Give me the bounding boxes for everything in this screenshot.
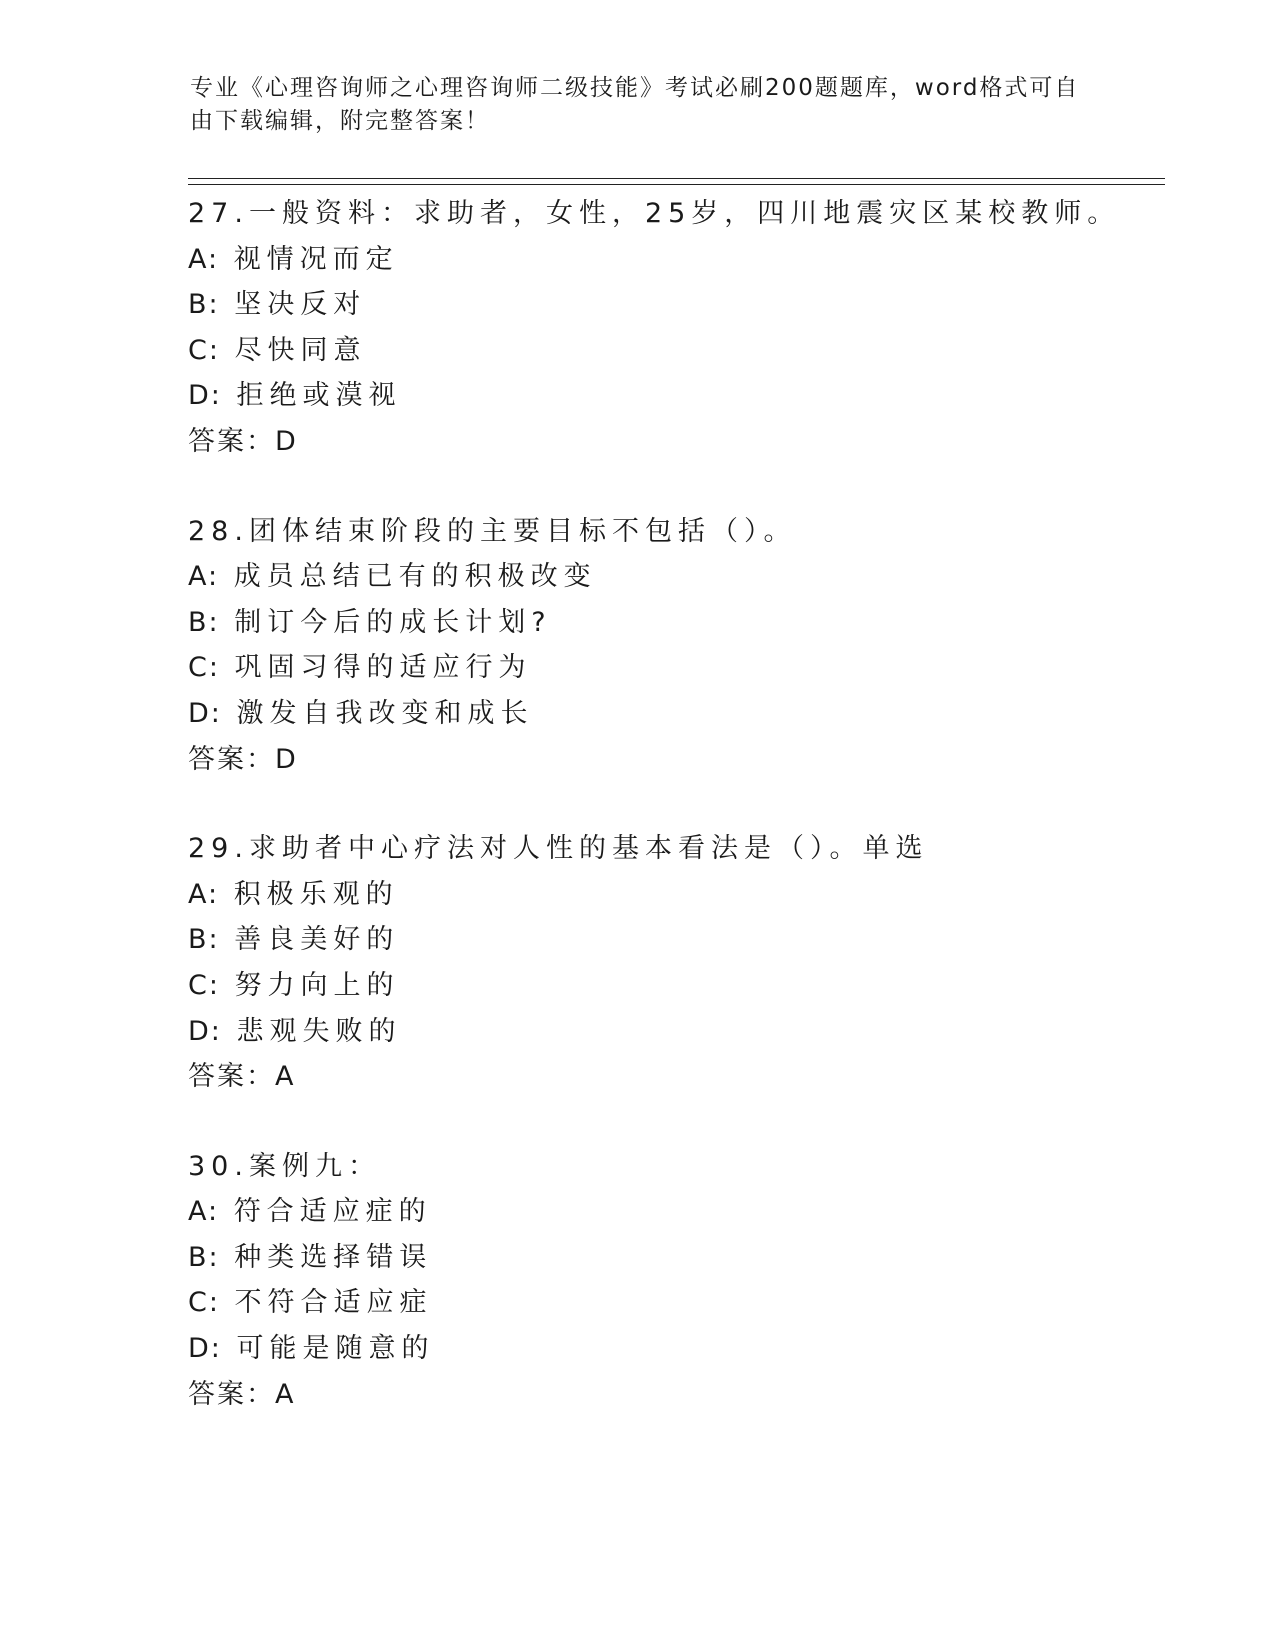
option-b: [188, 917, 1168, 963]
question-stem: 29.求助者中心疗法对人性的基本看法是（）。单选: [188, 833, 929, 865]
option-key: C:: [188, 652, 220, 684]
option-text: 制订今后的成长计划?: [234, 606, 552, 638]
option-text: 不符合适应症: [234, 1287, 433, 1319]
option-key: B:: [188, 1241, 220, 1273]
question-stem: 27.一般资料：求助者，女性，25岁，四川地震灾区某校教师。: [188, 198, 1121, 229]
option-key: D:: [188, 1333, 222, 1365]
option-text: 悲观失败的: [236, 1015, 402, 1047]
option-a: [188, 872, 1168, 918]
option-b: [188, 600, 1168, 646]
option-a: [188, 237, 1168, 283]
answer-line: 答案：D: [188, 425, 298, 457]
option-d: [188, 373, 1168, 419]
option-a: [188, 554, 1168, 600]
document-header: 专业《心理咨询师之心理咨询师二级技能》考试必刷200题题库，word格式可自由下载编辑，附完整答案！: [190, 75, 1080, 134]
option-key: A:: [188, 243, 220, 275]
option-text: 巩固习得的适应行为: [234, 652, 532, 684]
option-key: B:: [188, 924, 220, 956]
option-text: 成员总结已有的积极改变: [233, 561, 597, 593]
option-b: [188, 282, 1168, 328]
question-29: [188, 826, 1168, 1100]
option-text: 尽快同意: [234, 334, 367, 366]
option-key: D:: [188, 697, 222, 729]
option-c: [188, 645, 1168, 691]
option-text: 积极乐观的: [233, 878, 399, 910]
option-key: A:: [188, 878, 220, 910]
question-28: [188, 509, 1168, 783]
option-key: C:: [188, 969, 220, 1001]
option-text: 努力向上的: [234, 969, 400, 1001]
option-key: B:: [188, 606, 220, 638]
option-c: [188, 328, 1168, 374]
answer-line: 答案：D: [188, 743, 298, 775]
option-key: D:: [188, 380, 222, 412]
question-30: [188, 1144, 1168, 1418]
option-text: 符合适应症的: [233, 1196, 432, 1228]
option-key: A:: [188, 1196, 220, 1228]
header-divider-bottom: [188, 184, 1165, 185]
option-text: 拒绝或漠视: [236, 380, 402, 412]
option-text: 可能是随意的: [236, 1333, 435, 1365]
option-a: [188, 1189, 1168, 1235]
option-key: D:: [188, 1015, 222, 1047]
option-b: [188, 1235, 1168, 1281]
question-stem: 28.团体结束阶段的主要目标不包括（）。: [188, 515, 797, 547]
option-key: B:: [188, 289, 220, 321]
option-d: [188, 1009, 1168, 1055]
option-text: 激发自我改变和成长: [236, 697, 534, 729]
question-list: [188, 191, 1168, 1461]
question-stem: 30.案例九：: [188, 1150, 381, 1182]
question-27: [188, 191, 1168, 465]
option-d: [188, 1326, 1168, 1372]
option-key: C:: [188, 1287, 220, 1319]
answer-line: 答案：A: [188, 1378, 296, 1410]
option-text: 坚决反对: [234, 289, 367, 321]
option-text: 视情况而定: [233, 243, 399, 275]
option-c: [188, 1280, 1168, 1326]
answer-line: 答案：A: [188, 1061, 296, 1093]
option-key: C:: [188, 334, 220, 366]
option-d: [188, 691, 1168, 737]
option-key: A:: [188, 561, 220, 593]
option-text: 种类选择错误: [234, 1241, 433, 1273]
option-text: 善良美好的: [234, 924, 400, 956]
option-c: [188, 963, 1168, 1009]
header-divider-top: [188, 178, 1165, 179]
